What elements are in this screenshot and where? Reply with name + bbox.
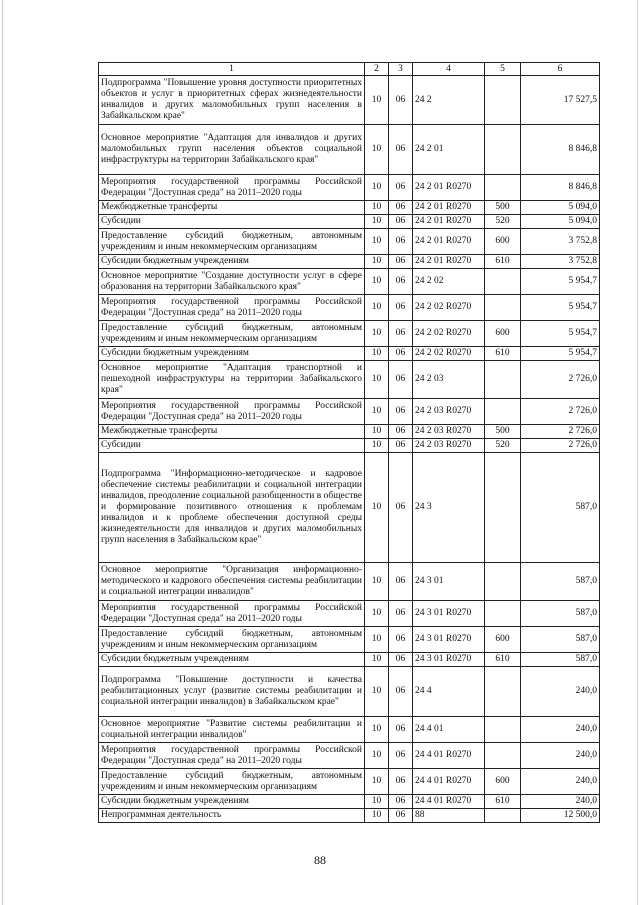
row-subsection: 06	[389, 361, 413, 399]
table-row	[99, 175, 600, 201]
row-section: 10	[365, 667, 389, 717]
table-row	[99, 563, 600, 601]
row-target-code: 24 2	[413, 76, 485, 125]
row-subsection: 06	[389, 399, 413, 425]
row-expense-type: 520	[485, 215, 521, 229]
row-name: Межбюджетные трансферты	[99, 425, 365, 439]
table-row	[99, 125, 600, 175]
table-row	[99, 215, 600, 229]
row-section: 10	[365, 795, 389, 809]
header-col-3: 3	[389, 63, 413, 76]
row-amount: 5 094,0	[521, 215, 600, 229]
row-amount: 8 846,8	[521, 125, 600, 175]
row-name: Субсидии	[99, 439, 365, 453]
row-target-code: 24 2 03 R0270	[413, 439, 485, 453]
header-col-1: 1	[99, 63, 365, 76]
row-subsection: 06	[389, 563, 413, 601]
row-target-code: 24 2 03 R0270	[413, 425, 485, 439]
table-row	[99, 601, 600, 627]
row-target-code: 24 3 01 R0270	[413, 627, 485, 653]
row-expense-type: 600	[485, 627, 521, 653]
row-section: 10	[365, 215, 389, 229]
row-name: Мероприятия государственной программы Российской Федерации "Доступная среда" на 2011–2020 годы	[99, 175, 365, 201]
row-target-code: 24 2 02 R0270	[413, 347, 485, 361]
scan-edge-right	[637, 0, 638, 905]
row-target-code: 24 2 01 R0270	[413, 215, 485, 229]
row-expense-type: 610	[485, 347, 521, 361]
table-row	[99, 255, 600, 269]
row-name: Подпрограмма "Информационно-методическое и кадровое обеспечение системы реабилитации и социальной интеграции инвалидов, преодоление социальной разобщенности в обществе и формирование позитивного отношения к проблемам инвалидов и к проблеме обеспечения доступной среды жизнедеятельности для инвалидов и других маломобильных групп населения в Забайкальском крае"	[99, 453, 365, 563]
row-section: 10	[365, 563, 389, 601]
row-subsection: 06	[389, 175, 413, 201]
row-name: Субсидии бюджетным учреждениям	[99, 347, 365, 361]
row-amount: 3 752,8	[521, 229, 600, 255]
table-row	[99, 201, 600, 215]
row-section: 10	[365, 453, 389, 563]
row-name: Мероприятия государственной программы Российской Федерации "Доступная среда" на 2011–2020 годы	[99, 601, 365, 627]
row-amount: 8 846,8	[521, 175, 600, 201]
row-section: 10	[365, 601, 389, 627]
row-amount: 2 726,0	[521, 361, 600, 399]
row-amount: 587,0	[521, 453, 600, 563]
row-subsection: 06	[389, 269, 413, 295]
row-name: Субсидии бюджетным учреждениям	[99, 795, 365, 809]
row-subsection: 06	[389, 347, 413, 361]
row-section: 10	[365, 76, 389, 125]
row-section: 10	[365, 125, 389, 175]
row-expense-type: 600	[485, 769, 521, 795]
row-name: Предоставление субсидий бюджетным, автономным учреждениям и иным некоммерческим организациям	[99, 627, 365, 653]
table-row	[99, 717, 600, 743]
row-amount: 587,0	[521, 563, 600, 601]
row-section: 10	[365, 743, 389, 769]
row-amount: 2 726,0	[521, 439, 600, 453]
row-section: 10	[365, 361, 389, 399]
row-target-code: 24 2 02 R0270	[413, 321, 485, 347]
row-section: 10	[365, 399, 389, 425]
scan-edge-left	[2, 0, 3, 905]
row-target-code: 24 3 01 R0270	[413, 601, 485, 627]
table-row	[99, 439, 600, 453]
row-name: Мероприятия государственной программы Российской Федерации "Доступная среда" на 2011–2020 годы	[99, 295, 365, 321]
table-body	[99, 76, 600, 823]
table-row	[99, 795, 600, 809]
table-row	[99, 361, 600, 399]
row-amount: 5 954,7	[521, 295, 600, 321]
row-expense-type	[485, 601, 521, 627]
row-expense-type: 520	[485, 439, 521, 453]
row-section: 10	[365, 201, 389, 215]
table-row	[99, 809, 600, 823]
row-section: 10	[365, 269, 389, 295]
row-subsection: 06	[389, 425, 413, 439]
row-subsection: 06	[389, 229, 413, 255]
table-row	[99, 743, 600, 769]
table-row	[99, 769, 600, 795]
row-expense-type	[485, 175, 521, 201]
row-name: Подпрограмма "Повышение уровня доступности приоритетных объектов и услуг в приоритетных сферах жизнедеятельности инвалидов и других маломобильных групп населения в Забайкальском крае"	[99, 76, 365, 125]
header-col-2: 2	[365, 63, 389, 76]
row-subsection: 06	[389, 667, 413, 717]
row-target-code: 24 2 03	[413, 361, 485, 399]
header-col-5: 5	[485, 63, 521, 76]
table-row	[99, 627, 600, 653]
row-section: 10	[365, 175, 389, 201]
row-section: 10	[365, 321, 389, 347]
row-section: 10	[365, 627, 389, 653]
row-expense-type: 600	[485, 229, 521, 255]
table-row	[99, 229, 600, 255]
row-subsection: 06	[389, 627, 413, 653]
row-target-code: 24 3	[413, 453, 485, 563]
row-expense-type: 500	[485, 425, 521, 439]
row-section: 10	[365, 717, 389, 743]
row-expense-type: 610	[485, 795, 521, 809]
table-row	[99, 347, 600, 361]
row-amount: 5 954,7	[521, 269, 600, 295]
row-subsection: 06	[389, 743, 413, 769]
row-expense-type	[485, 667, 521, 717]
table-row	[99, 653, 600, 667]
row-amount: 587,0	[521, 627, 600, 653]
row-amount: 587,0	[521, 653, 600, 667]
row-amount: 587,0	[521, 601, 600, 627]
row-expense-type: 610	[485, 653, 521, 667]
row-expense-type: 600	[485, 321, 521, 347]
row-target-code: 24 2 01	[413, 125, 485, 175]
row-subsection: 06	[389, 717, 413, 743]
row-name: Мероприятия государственной программы Российской Федерации "Доступная среда" на 2011–2020 годы	[99, 743, 365, 769]
page-number: 88	[314, 853, 326, 867]
row-subsection: 06	[389, 453, 413, 563]
row-expense-type	[485, 453, 521, 563]
row-target-code: 24 4 01 R0270	[413, 795, 485, 809]
row-name: Межбюджетные трансферты	[99, 201, 365, 215]
row-name: Основное мероприятие "Адаптация для инвалидов и других маломобильных групп населения объектов социальной инфраструктуры на территории Забайкальского края"	[99, 125, 365, 175]
row-name: Подпрограмма "Повышение доступности и качества реабилитационных услуг (развитие системы реабилитации и социальной интеграции инвалидов) в Забайкальском крае"	[99, 667, 365, 717]
row-subsection: 06	[389, 809, 413, 823]
row-name: Предоставление субсидий бюджетным, автономным учреждениям и иным некоммерческим организациям	[99, 321, 365, 347]
row-subsection: 06	[389, 295, 413, 321]
row-amount: 5 954,7	[521, 321, 600, 347]
row-subsection: 06	[389, 769, 413, 795]
row-amount: 5 094,0	[521, 201, 600, 215]
row-target-code: 24 4 01 R0270	[413, 743, 485, 769]
table-row	[99, 399, 600, 425]
row-name: Предоставление субсидий бюджетным, автономным учреждениям и иным некоммерческим организациям	[99, 769, 365, 795]
row-target-code: 24 3 01	[413, 563, 485, 601]
row-name: Основное мероприятие "Организация информационно-методического и кадрового обеспечения системы реабилитации и социальной интеграции инвалидов"	[99, 563, 365, 601]
row-amount: 240,0	[521, 717, 600, 743]
row-subsection: 06	[389, 125, 413, 175]
row-name: Основное мероприятие "Адаптация транспортной и пешеходной инфраструктуры на территории Забайкальского края"	[99, 361, 365, 399]
row-expense-type	[485, 361, 521, 399]
row-amount: 2 726,0	[521, 399, 600, 425]
row-target-code: 88	[413, 809, 485, 823]
row-subsection: 06	[389, 215, 413, 229]
row-expense-type	[485, 76, 521, 125]
row-amount: 240,0	[521, 769, 600, 795]
row-target-code: 24 2 02 R0270	[413, 295, 485, 321]
row-name: Основное мероприятие "Развитие системы реабилитации и социальной интеграции инвалидов"	[99, 717, 365, 743]
row-section: 10	[365, 255, 389, 269]
row-name: Субсидии	[99, 215, 365, 229]
row-target-code: 24 2 02	[413, 269, 485, 295]
row-subsection: 06	[389, 601, 413, 627]
row-target-code: 24 3 01 R0270	[413, 653, 485, 667]
row-target-code: 24 2 03 R0270	[413, 399, 485, 425]
row-name: Субсидии бюджетным учреждениям	[99, 255, 365, 269]
row-section: 10	[365, 295, 389, 321]
row-target-code: 24 4	[413, 667, 485, 717]
table-row	[99, 321, 600, 347]
table-row	[99, 667, 600, 717]
row-target-code: 24 4 01 R0270	[413, 769, 485, 795]
header-row	[99, 63, 600, 76]
row-expense-type	[485, 743, 521, 769]
row-section: 10	[365, 439, 389, 453]
row-expense-type	[485, 563, 521, 601]
row-section: 10	[365, 347, 389, 361]
row-expense-type	[485, 295, 521, 321]
row-section: 10	[365, 769, 389, 795]
row-name: Мероприятия государственной программы Российской Федерации "Доступная среда" на 2011–2020 годы	[99, 399, 365, 425]
table-row	[99, 269, 600, 295]
row-expense-type	[485, 717, 521, 743]
row-target-code: 24 2 01 R0270	[413, 255, 485, 269]
row-name: Основное мероприятие "Создание доступности услуг в сфере образования на территории Забайкальского края"	[99, 269, 365, 295]
row-subsection: 06	[389, 76, 413, 125]
row-subsection: 06	[389, 795, 413, 809]
row-target-code: 24 2 01 R0270	[413, 201, 485, 215]
row-expense-type	[485, 269, 521, 295]
header-col-4: 4	[413, 63, 485, 76]
row-amount: 240,0	[521, 667, 600, 717]
row-section: 10	[365, 809, 389, 823]
header-col-6: 6	[521, 63, 600, 76]
row-amount: 12 500,0	[521, 809, 600, 823]
row-amount: 240,0	[521, 743, 600, 769]
row-amount: 5 954,7	[521, 347, 600, 361]
row-section: 10	[365, 229, 389, 255]
table-row	[99, 453, 600, 563]
row-subsection: 06	[389, 321, 413, 347]
row-subsection: 06	[389, 255, 413, 269]
row-section: 10	[365, 653, 389, 667]
row-expense-type: 610	[485, 255, 521, 269]
row-name: Непрограммная деятельность	[99, 809, 365, 823]
row-subsection: 06	[389, 201, 413, 215]
row-target-code: 24 2 01 R0270	[413, 175, 485, 201]
row-expense-type	[485, 125, 521, 175]
table-row	[99, 295, 600, 321]
row-amount: 240,0	[521, 795, 600, 809]
row-name: Субсидии бюджетным учреждениям	[99, 653, 365, 667]
row-target-code: 24 2 01 R0270	[413, 229, 485, 255]
row-expense-type: 500	[485, 201, 521, 215]
row-expense-type	[485, 399, 521, 425]
budget-table	[98, 62, 600, 823]
row-section: 10	[365, 425, 389, 439]
row-target-code: 24 4 01	[413, 717, 485, 743]
row-amount: 3 752,8	[521, 255, 600, 269]
row-name: Предоставление субсидий бюджетным, автономным учреждениям и иным некоммерческим организациям	[99, 229, 365, 255]
row-subsection: 06	[389, 439, 413, 453]
row-amount: 17 527,5	[521, 76, 600, 125]
row-expense-type	[485, 809, 521, 823]
row-amount: 2 726,0	[521, 425, 600, 439]
table-row	[99, 76, 600, 125]
row-subsection: 06	[389, 653, 413, 667]
table-row	[99, 425, 600, 439]
